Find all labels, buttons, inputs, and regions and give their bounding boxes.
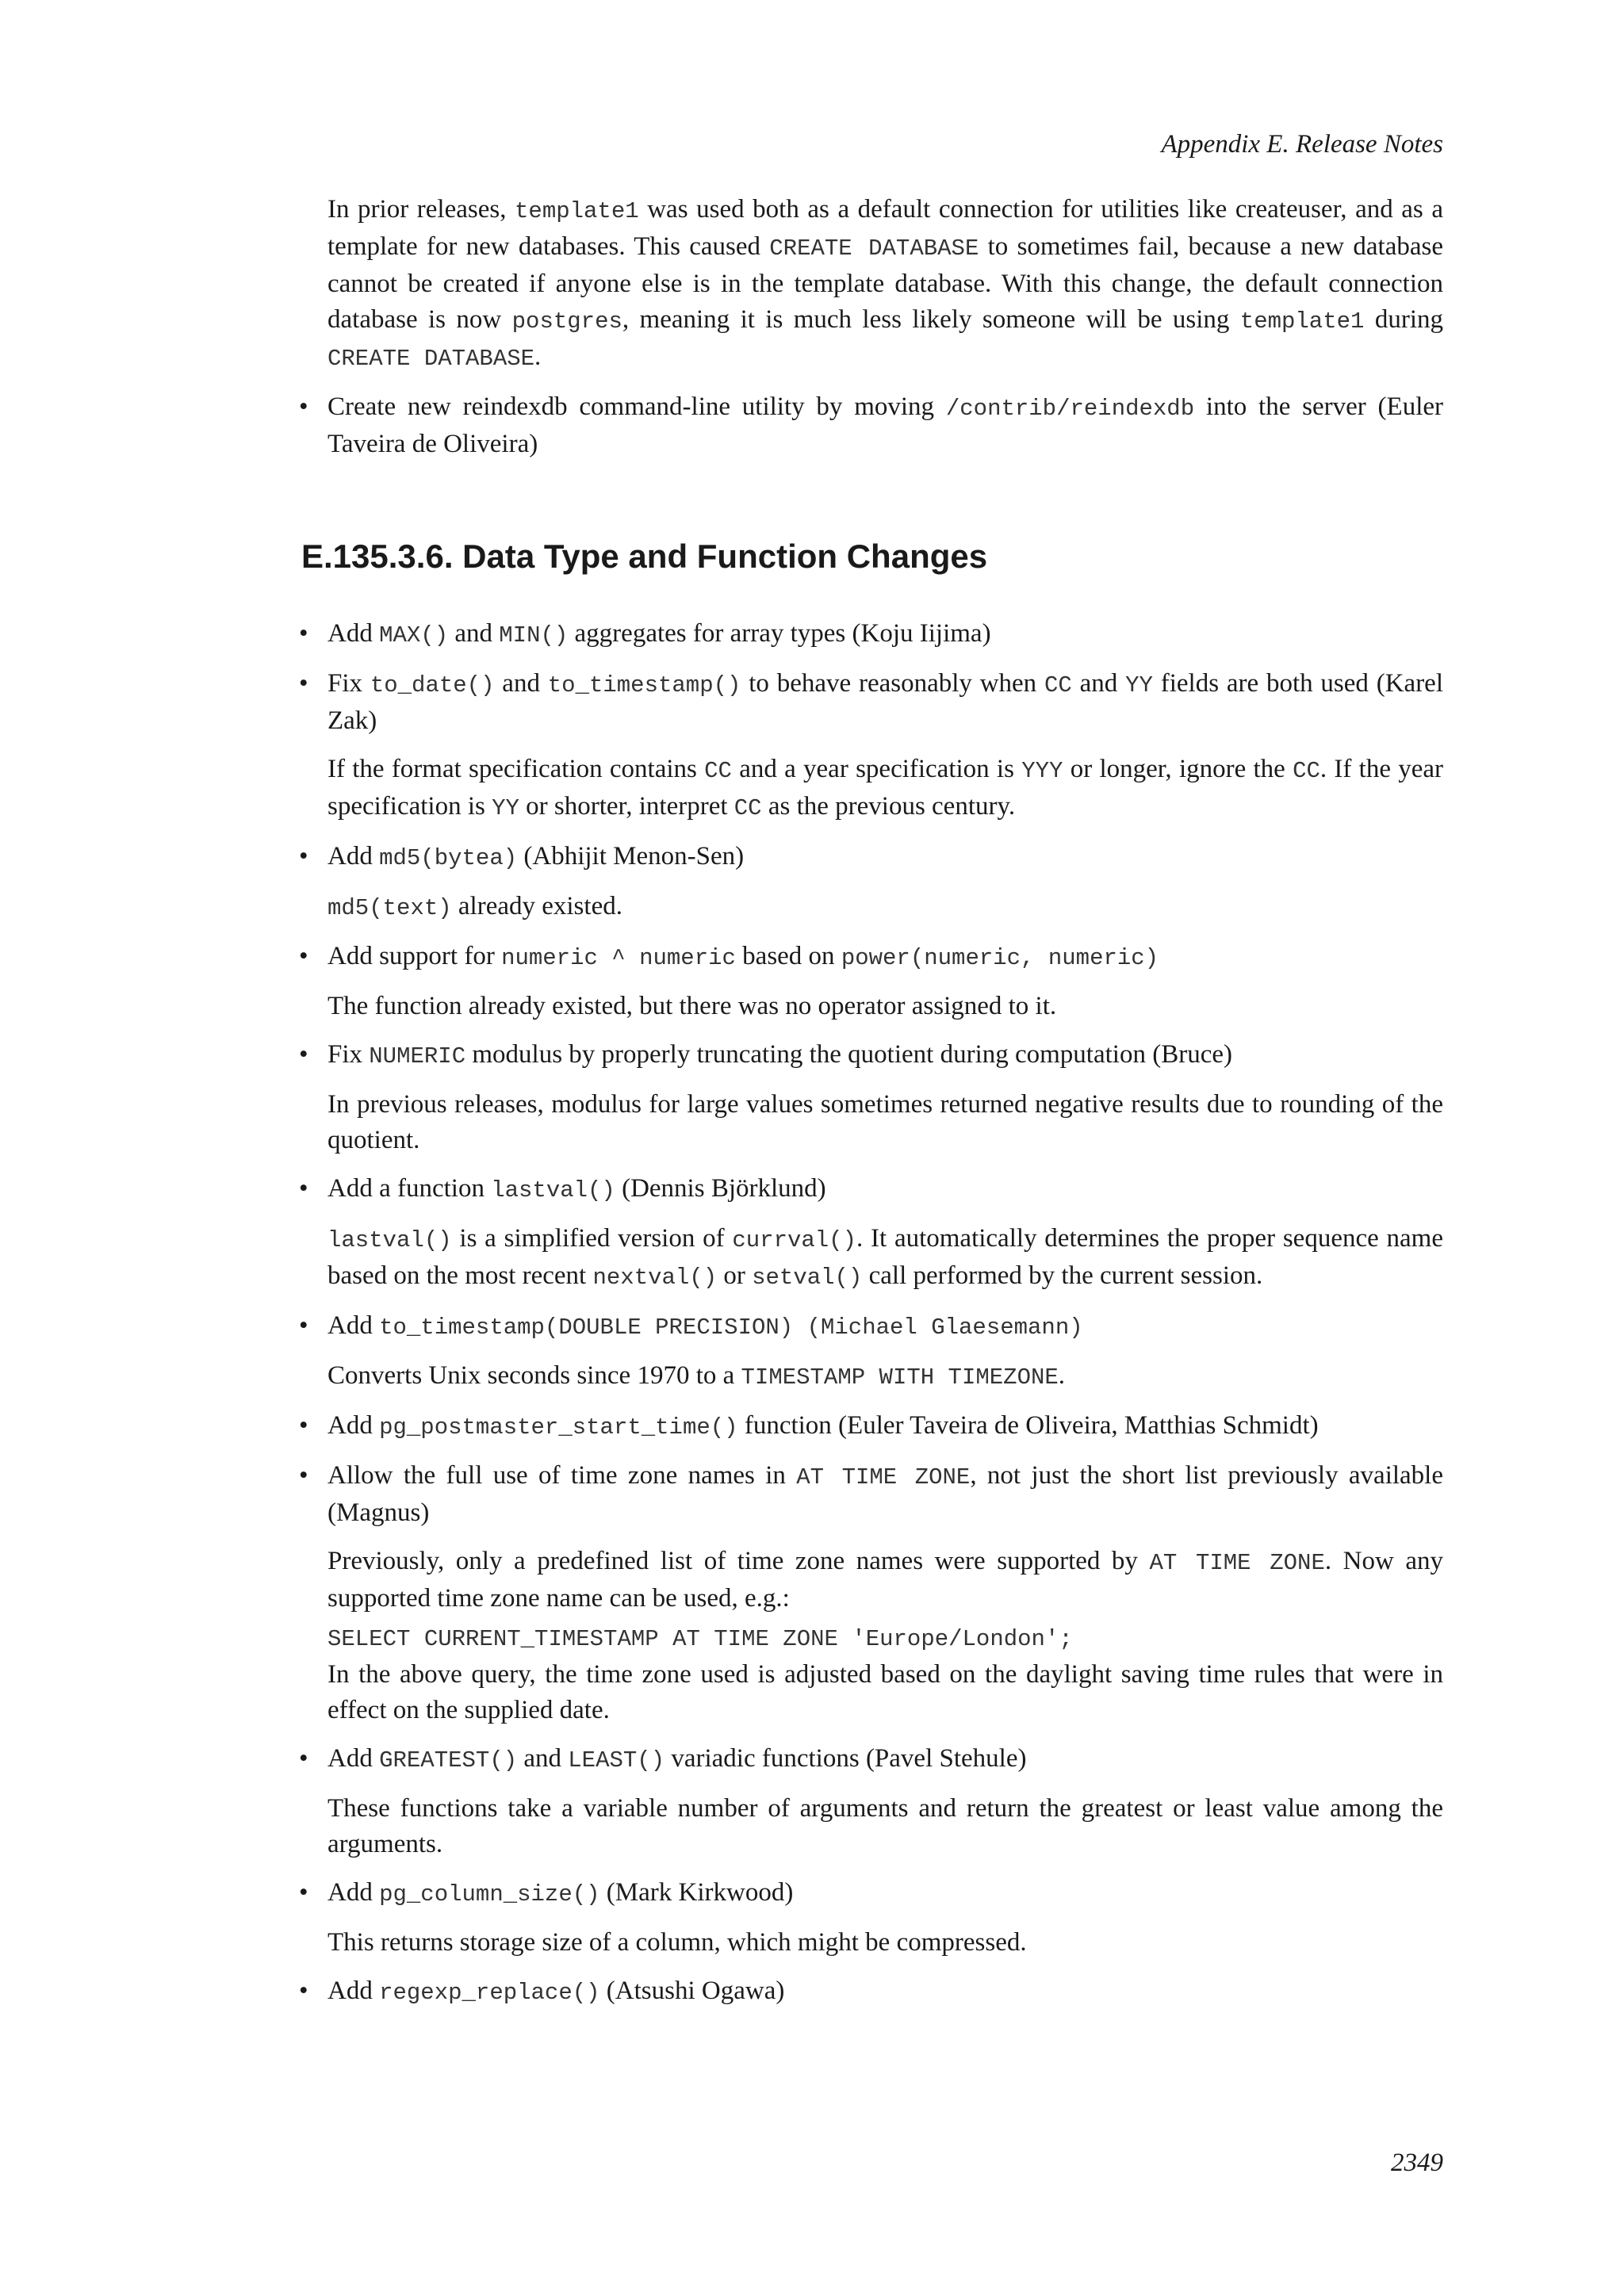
item-summary xyxy=(327,1875,1443,1912)
code-literal: to_timestamp(DOUBLE PRECISION) (Michael Glaesemann) xyxy=(379,1314,1083,1341)
bullet-icon: • xyxy=(299,1411,308,1440)
code-literal: MAX() xyxy=(379,622,449,649)
list-item xyxy=(299,1308,1443,1395)
code-literal: CC xyxy=(704,758,732,784)
item-summary xyxy=(327,666,1443,739)
text-run: In the above query, the time zone used is adjusted based on the daylight saving time rules that were in effect on the supplied date. xyxy=(327,1660,1443,1724)
item-detail xyxy=(327,1358,1443,1395)
text-run: and xyxy=(494,669,548,698)
text-run: Converts Unix seconds since 1970 to a xyxy=(327,1361,741,1390)
text-run: The function already existed, but there was no operator assigned to it. xyxy=(327,992,1057,1020)
text-run: based on xyxy=(735,942,841,970)
code-literal: regexp_replace() xyxy=(379,1980,600,2006)
bullet-icon: • xyxy=(299,1174,308,1203)
item-detail xyxy=(327,989,1443,1024)
text-run: or xyxy=(717,1261,753,1290)
text-run: already existed. xyxy=(451,892,622,920)
code-literal: numeric ^ numeric xyxy=(501,945,736,971)
code-literal: lastval() xyxy=(491,1177,615,1203)
code-literal: nextval() xyxy=(592,1265,718,1291)
text-run: (Atsushi Ogawa) xyxy=(599,1976,785,2005)
text-run: Add xyxy=(327,842,380,871)
text-run: . Now any supported time zone name can be used, e.g.: xyxy=(327,1547,1443,1613)
item-detail xyxy=(327,1925,1443,1961)
code-literal: pg_postmaster_start_time() xyxy=(379,1414,738,1441)
code-literal: CREATE DATABASE xyxy=(769,235,979,262)
code-literal: md5(text) xyxy=(327,895,452,921)
item-detail xyxy=(327,752,1443,826)
text-run: Add a function xyxy=(327,1174,492,1203)
item-summary xyxy=(327,839,1443,876)
text-run: was used both as a default connection for utilities like createuser, and as a template for new databases. This caused xyxy=(327,195,1443,261)
item-summary xyxy=(327,939,1443,976)
list-item xyxy=(299,839,1443,926)
code-literal: lastval() xyxy=(327,1227,452,1253)
text-run: , meaning it is much less likely someone will be using xyxy=(622,305,1240,334)
item-summary xyxy=(327,1741,1443,1778)
code-literal: postgres xyxy=(511,308,622,335)
section-heading: E.135.3.6. Data Type and Function Changes xyxy=(301,538,988,575)
text-run: . If the year specification is xyxy=(327,755,1444,821)
text-run: (Dennis Björklund) xyxy=(615,1174,826,1203)
code-literal: CREATE DATABASE xyxy=(327,346,535,372)
text-run: If the format specification contains xyxy=(327,755,705,783)
text-run: Add xyxy=(327,1976,380,2005)
page-content xyxy=(299,192,1444,2023)
bullet-icon: • xyxy=(299,1040,308,1069)
text-run: or longer, ignore the xyxy=(1063,755,1293,783)
list-item xyxy=(299,939,1443,1024)
list-item xyxy=(299,1875,1443,1961)
text-run: Fix xyxy=(327,1040,370,1069)
code-literal: /contrib/reindexdb xyxy=(945,396,1195,422)
text-run: Previously, only a predefined list of time zone names were supported by xyxy=(327,1547,1150,1575)
code-literal: setval() xyxy=(752,1265,863,1291)
bullet-icon: • xyxy=(299,1461,308,1490)
code-literal: md5(bytea) xyxy=(379,845,518,871)
text-run: call performed by the current session. xyxy=(862,1261,1263,1290)
text-run: (Abhijit Menon-Sen) xyxy=(517,842,745,871)
code-literal: TIMESTAMP WITH TIMEZONE xyxy=(741,1364,1059,1391)
bullet-icon: • xyxy=(299,1878,308,1907)
code-literal: YY xyxy=(1125,672,1153,698)
text-run: into the server (Euler Taveira de Oliveira) xyxy=(327,392,1444,458)
text-run: In previous releases, modulus for large values sometimes returned negative results due to rounding of the quotient. xyxy=(327,1090,1443,1154)
intro-paragraph xyxy=(327,192,1443,377)
text-run: and xyxy=(1071,669,1126,698)
code-literal: to_date() xyxy=(370,672,495,698)
text-run: to behave reasonably when xyxy=(741,669,1044,698)
code-literal: currval() xyxy=(732,1227,856,1253)
bullet-icon: • xyxy=(299,1311,308,1340)
code-literal: GREATEST() xyxy=(379,1747,518,1774)
text-run: Add xyxy=(327,1311,380,1340)
item-detail xyxy=(327,889,1443,926)
list-item xyxy=(299,1408,1443,1445)
item-summary xyxy=(327,616,1443,653)
list-item xyxy=(299,1037,1443,1158)
item-detail xyxy=(327,1221,1443,1295)
text-run: aggregates for array types (Koju Iijima) xyxy=(568,619,991,648)
text-run: Add xyxy=(327,1411,380,1440)
text-run: fields are both used (Karel Zak) xyxy=(327,669,1443,735)
code-literal: YY xyxy=(492,795,519,821)
text-run: . It automatically determines the proper sequence name based on the most recent xyxy=(327,1224,1443,1290)
text-run: is a simplified version of xyxy=(451,1224,733,1253)
list-item xyxy=(299,1171,1443,1295)
text-run: and a year specification is xyxy=(731,755,1022,783)
code-literal: CC xyxy=(1293,758,1320,784)
bullet-icon: • xyxy=(299,1744,308,1773)
text-run: This returns storage size of a column, which might be compressed. xyxy=(327,1928,1027,1957)
item-detail xyxy=(327,1657,1443,1728)
text-run: Fix xyxy=(327,669,370,698)
code-literal: template1 xyxy=(1239,308,1365,335)
text-run: as the previous century. xyxy=(761,792,1016,821)
code-literal: AT TIME ZONE xyxy=(796,1464,971,1490)
text-run: These functions take a variable number of arguments and return the greatest or least value among the arguments. xyxy=(327,1794,1443,1858)
code-example: SELECT CURRENT_TIMESTAMP AT TIME ZONE 'Europe/London'; xyxy=(327,1626,1073,1652)
page-number: 2349 xyxy=(1391,2149,1443,2177)
list-item xyxy=(299,1458,1444,1728)
code-literal: pg_column_size() xyxy=(379,1881,600,1908)
item-summary xyxy=(327,1408,1443,1445)
code-literal: CC xyxy=(733,795,762,821)
bullet-icon: • xyxy=(299,1976,308,2005)
text-run: and xyxy=(517,1744,569,1773)
item-detail xyxy=(327,1087,1443,1158)
section-list xyxy=(299,616,1444,2011)
bullet-icon: • xyxy=(299,619,308,648)
code-literal: AT TIME ZONE xyxy=(1149,1550,1325,1576)
text-run: function (Euler Taveira de Oliveira, Matthias Schmidt) xyxy=(737,1411,1319,1440)
item-summary xyxy=(327,1973,1443,2011)
running-header: Appendix E. Release Notes xyxy=(1161,130,1443,159)
text-run: or shorter, interpret xyxy=(519,792,734,821)
list-item xyxy=(299,1741,1443,1862)
code-literal: LEAST() xyxy=(568,1747,665,1774)
item-detail xyxy=(327,1791,1443,1862)
text-run: Add xyxy=(327,1744,380,1773)
item-detail xyxy=(327,1544,1443,1617)
code-literal: to_timestamp() xyxy=(547,672,741,698)
text-run: Add xyxy=(327,1878,380,1907)
list-item xyxy=(299,666,1444,826)
code-literal: MIN() xyxy=(499,622,569,649)
text-run: Add support for xyxy=(327,942,502,970)
item-summary xyxy=(327,1037,1443,1074)
text-run: during xyxy=(1364,305,1443,334)
text-run: In prior releases, xyxy=(327,195,515,224)
text-run: and xyxy=(448,619,500,648)
item-summary xyxy=(327,1308,1443,1345)
item-summary xyxy=(327,389,1443,462)
text-run: (Mark Kirkwood) xyxy=(599,1878,794,1907)
text-run: . xyxy=(534,342,542,371)
intro-list xyxy=(299,389,1444,462)
text-run: Allow the full use of time zone names in xyxy=(327,1461,797,1490)
bullet-icon: • xyxy=(299,942,308,970)
bullet-icon: • xyxy=(299,392,308,421)
item-summary xyxy=(327,1171,1443,1208)
text-run: modulus by properly truncating the quotient during computation (Bruce) xyxy=(465,1040,1232,1069)
code-literal: YYY xyxy=(1021,758,1063,784)
list-item xyxy=(299,1973,1443,2011)
text-run: , not just the short list previously available (Magnus) xyxy=(327,1461,1444,1527)
text-run: Add xyxy=(327,619,380,648)
code-literal: template1 xyxy=(515,198,639,224)
code-literal: NUMERIC xyxy=(369,1043,466,1070)
code-literal: CC xyxy=(1044,672,1072,698)
list-item xyxy=(299,616,1443,653)
text-run: Create new reindexdb command-line utility by moving xyxy=(327,392,946,421)
list-item xyxy=(299,389,1444,462)
text-run: variadic functions (Pavel Stehule) xyxy=(665,1744,1027,1773)
code-literal: power(numeric, numeric) xyxy=(841,945,1159,971)
bullet-icon: • xyxy=(299,842,308,871)
text-run: . xyxy=(1058,1361,1066,1390)
item-summary xyxy=(327,1458,1443,1531)
text-run: to sometimes fail, because a new database cannot be created if anyone else is in the template database. With this change, the default connection database is now xyxy=(327,232,1443,334)
bullet-icon: • xyxy=(299,669,308,698)
